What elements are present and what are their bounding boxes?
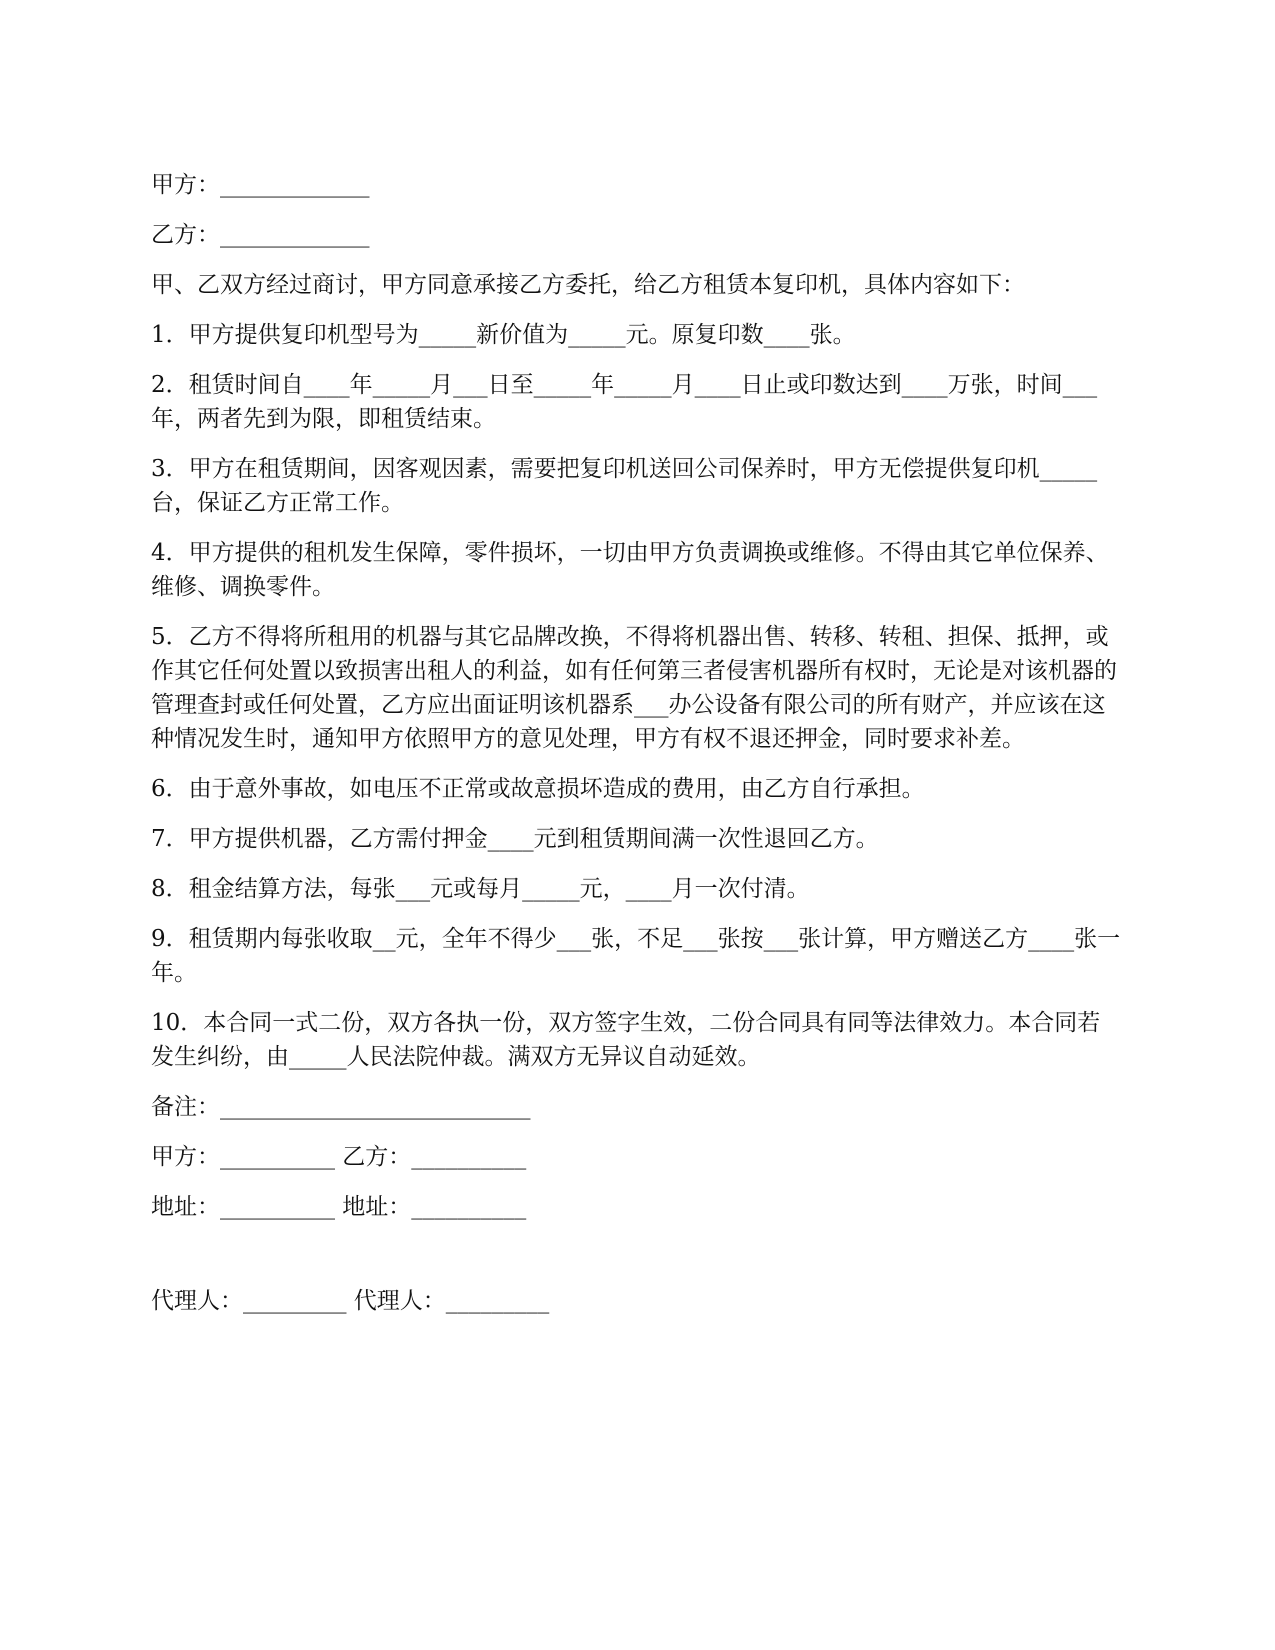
party-a-line: 甲方：_____________: [151, 172, 370, 198]
clause-5: 5．乙方不得将所租用的机器与其它品牌改换，不得将机器出售、转移、转租、担保、抵押，或作其它任何处置以致损害出租人的利益，如有任何第三者侵害机器所有权时，无论是对该机器的管理查封或任何处置，乙方应出面证明该机器系___办公设备有限公司的所有财产，并应该在这种情况发生时，通知甲方依照甲方的意见处理，甲方有权不退还押金，同时要求补差。: [151, 624, 1117, 752]
contract-body: [151, 168, 1121, 1334]
clause-1: 1．甲方提供复印机型号为_____新价值为_____元。原复印数____张。: [151, 322, 856, 348]
intro-paragraph: 甲、乙双方经过商讨，甲方同意承接乙方委托，给乙方租赁本复印机，具体内容如下：: [151, 272, 1025, 298]
clause-8: 8．租金结算方法，每张___元或每月_____元，____月一次付清。: [151, 876, 810, 902]
signature-addresses-line: 地址：__________ 地址：__________: [151, 1194, 527, 1220]
clause-7: 7．甲方提供机器，乙方需付押金____元到租赁期间满一次性退回乙方。: [151, 826, 879, 852]
spacer: [151, 1240, 1121, 1284]
clause-2: 2．租赁时间自____年_____月___日至_____年_____月____日止或印数达到____万张，时间___年，两者先到为限，即租赁结束。: [151, 372, 1098, 432]
clause-9: 9．租赁期内每张收取__元，全年不得少___张，不足___张按___张计算，甲方赠送乙方____张一年。: [151, 926, 1121, 986]
party-b-line: 乙方：_____________: [151, 222, 370, 248]
clause-6: 6．由于意外事故，如电压不正常或故意损坏造成的费用，由乙方自行承担。: [151, 776, 925, 802]
signature-agents-line: 代理人：_________ 代理人：_________: [151, 1288, 550, 1314]
clause-10: 10．本合同一式二份，双方各执一份，双方签字生效，二份合同具有同等法律效力。本合同若发生纠纷，由_____人民法院仲裁。满双方无异议自动延效。: [151, 1010, 1101, 1070]
clause-3: 3．甲方在租赁期间，因客观因素，需要把复印机送回公司保养时，甲方无偿提供复印机_____台，保证乙方正常工作。: [151, 456, 1098, 516]
signature-parties-line: 甲方：__________ 乙方：__________: [151, 1144, 527, 1170]
clause-4: 4．甲方提供的租机发生保障，零件损坏，一切由甲方负责调换或维修。不得由其它单位保养、维修、调换零件。: [151, 540, 1109, 600]
remark-line: 备注：___________________________: [151, 1094, 531, 1120]
